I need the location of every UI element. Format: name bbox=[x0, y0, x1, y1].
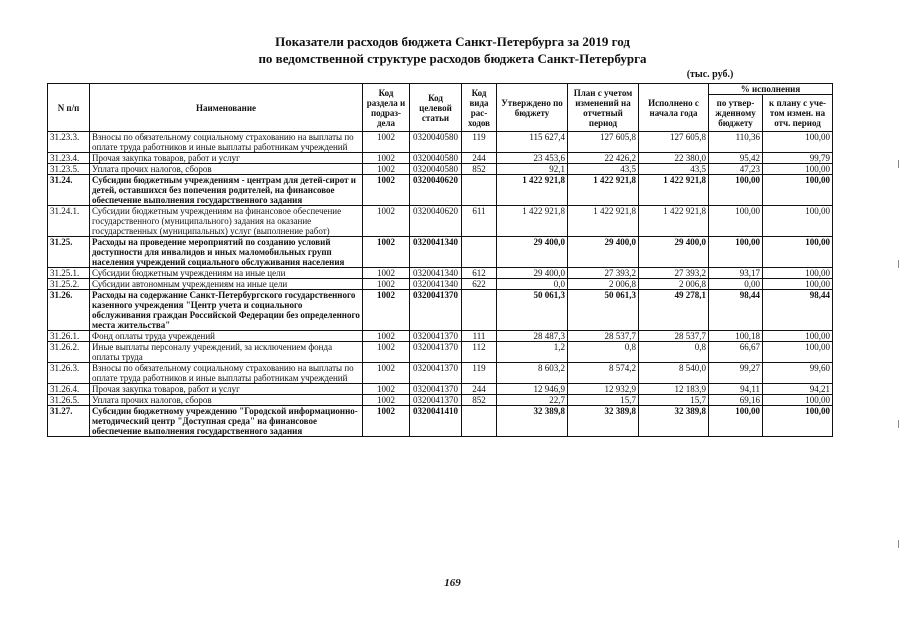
row-target-code: 0320041370 bbox=[410, 363, 462, 384]
row-approved: 23 453,6 bbox=[497, 153, 568, 164]
row-number: 31.26.4. bbox=[48, 384, 90, 395]
row-plan: 127 605,8 bbox=[568, 132, 639, 153]
row-number: 31.24.1. bbox=[48, 206, 90, 237]
row-pct-approved: 100,00 bbox=[709, 175, 763, 206]
row-plan: 27 393,2 bbox=[568, 268, 639, 279]
header-plan: План с учетом изменений на отчетный период bbox=[568, 84, 639, 132]
row-kind-code: 112 bbox=[462, 342, 497, 363]
table-body bbox=[48, 132, 833, 437]
row-plan: 8 574,2 bbox=[568, 363, 639, 384]
row-kind-code: 244 bbox=[462, 153, 497, 164]
row-executed: 0,8 bbox=[639, 342, 709, 363]
table-row bbox=[48, 406, 833, 437]
row-executed: 1 422 921,8 bbox=[639, 175, 709, 206]
row-pct-approved: 69,16 bbox=[709, 395, 763, 406]
row-executed: 127 605,8 bbox=[639, 132, 709, 153]
row-executed: 8 540,0 bbox=[639, 363, 709, 384]
row-section-code: 1002 bbox=[363, 395, 410, 406]
row-kind-code: 244 bbox=[462, 384, 497, 395]
unit-note: (тыс. руб.) bbox=[686, 69, 734, 80]
row-approved: 92,1 bbox=[497, 164, 568, 175]
row-pct-plan: 94,21 bbox=[763, 384, 833, 395]
row-pct-plan: 100,00 bbox=[763, 406, 833, 437]
row-executed: 2 006,8 bbox=[639, 279, 709, 290]
row-approved: 0,0 bbox=[497, 279, 568, 290]
row-executed: 32 389,8 bbox=[639, 406, 709, 437]
row-pct-plan: 100,00 bbox=[763, 395, 833, 406]
row-pct-approved: 100,00 bbox=[709, 237, 763, 268]
row-section-code: 1002 bbox=[363, 268, 410, 279]
row-approved: 32 389,8 bbox=[497, 406, 568, 437]
row-pct-approved: 0,00 bbox=[709, 279, 763, 290]
row-executed: 29 400,0 bbox=[639, 237, 709, 268]
table-row bbox=[48, 153, 833, 164]
row-target-code: 0320040580 bbox=[410, 153, 462, 164]
table-row bbox=[48, 268, 833, 279]
row-number: 31.23.5. bbox=[48, 164, 90, 175]
row-executed: 22 380,0 bbox=[639, 153, 709, 164]
row-pct-plan: 98,44 bbox=[763, 290, 833, 331]
header-num: N п/п bbox=[48, 84, 90, 132]
row-pct-plan: 100,00 bbox=[763, 342, 833, 363]
row-pct-plan: 100,00 bbox=[763, 237, 833, 268]
row-kind-code: 119 bbox=[462, 132, 497, 153]
row-executed: 43,5 bbox=[639, 164, 709, 175]
header-pct-approved: по утвер-жденному бюджету bbox=[709, 95, 763, 132]
table-row bbox=[48, 164, 833, 175]
row-section-code: 1002 bbox=[363, 331, 410, 342]
table-row bbox=[48, 290, 833, 331]
header-target-code: Код целевой статьи bbox=[410, 84, 462, 132]
row-kind-code: 119 bbox=[462, 363, 497, 384]
margin-tick bbox=[898, 540, 899, 548]
row-name: Расходы на проведение мероприятий по созданию условий доступности для инвалидов и иных маломобильных групп населения учреждений социального обслуживания населения bbox=[90, 237, 363, 268]
table-row bbox=[48, 175, 833, 206]
table-header bbox=[48, 84, 833, 132]
row-approved: 8 603,2 bbox=[497, 363, 568, 384]
row-name: Взносы по обязательному социальному страхованию на выплаты по оплате труда работников и иные выплаты работникам учреждений bbox=[90, 363, 363, 384]
row-target-code: 0320041370 bbox=[410, 290, 462, 331]
table-row bbox=[48, 132, 833, 153]
row-name: Прочая закупка товаров, работ и услуг bbox=[90, 384, 363, 395]
row-pct-approved: 95,42 bbox=[709, 153, 763, 164]
row-pct-plan: 100,00 bbox=[763, 132, 833, 153]
row-name: Субсидии бюджетным учреждениям на финансовое обеспечение государственного (муниципального) задания на оказание государственных (муниципальных) услуг (выполнение работ) bbox=[90, 206, 363, 237]
row-plan: 29 400,0 bbox=[568, 237, 639, 268]
row-pct-plan: 100,00 bbox=[763, 206, 833, 237]
row-number: 31.26.3. bbox=[48, 363, 90, 384]
row-number: 31.26.2. bbox=[48, 342, 90, 363]
row-pct-plan: 100,00 bbox=[763, 279, 833, 290]
row-section-code: 1002 bbox=[363, 237, 410, 268]
report-title-line-2: по ведомственной структуре расходов бюджета Санкт-Петербурга bbox=[258, 51, 647, 66]
row-name: Взносы по обязательному социальному страхованию на выплаты по оплате труда работников и иные выплаты работникам учреждений bbox=[90, 132, 363, 153]
row-target-code: 0320041340 bbox=[410, 237, 462, 268]
row-approved: 1 422 921,8 bbox=[497, 175, 568, 206]
budget-table bbox=[47, 83, 833, 437]
row-name: Субсидии бюджетному учреждению "Городской информационно-методический центр "Доступная среда" на финансовое обеспечение выполнения государственного задания bbox=[90, 406, 363, 437]
row-section-code: 1002 bbox=[363, 290, 410, 331]
row-plan: 43,5 bbox=[568, 164, 639, 175]
row-target-code: 0320041370 bbox=[410, 331, 462, 342]
row-plan: 1 422 921,8 bbox=[568, 175, 639, 206]
row-target-code: 0320041370 bbox=[410, 395, 462, 406]
row-number: 31.23.4. bbox=[48, 153, 90, 164]
row-executed: 12 183,9 bbox=[639, 384, 709, 395]
row-kind-code: 111 bbox=[462, 331, 497, 342]
row-approved: 12 946,9 bbox=[497, 384, 568, 395]
header-kind-code: Код вида рас-ходов bbox=[462, 84, 497, 132]
row-pct-approved: 99,27 bbox=[709, 363, 763, 384]
row-approved: 22,7 bbox=[497, 395, 568, 406]
row-executed: 15,7 bbox=[639, 395, 709, 406]
row-target-code: 0320041370 bbox=[410, 342, 462, 363]
row-name: Расходы на содержание Санкт-Петербургского государственного казенного учреждения "Центр учета и социального обслуживания граждан Российской Федерации без определенного места жительства" bbox=[90, 290, 363, 331]
table-row bbox=[48, 342, 833, 363]
row-section-code: 1002 bbox=[363, 384, 410, 395]
header-name: Наименование bbox=[90, 84, 363, 132]
report-title-line-1: Показатели расходов бюджета Санкт-Петербурга за 2019 год bbox=[275, 34, 630, 49]
row-executed: 1 422 921,8 bbox=[639, 206, 709, 237]
row-kind-code bbox=[462, 406, 497, 437]
row-plan: 50 061,3 bbox=[568, 290, 639, 331]
row-pct-plan: 99,60 bbox=[763, 363, 833, 384]
row-name: Иные выплаты персоналу учреждений, за исключением фонда оплаты труда bbox=[90, 342, 363, 363]
row-kind-code bbox=[462, 175, 497, 206]
row-number: 31.25.1. bbox=[48, 268, 90, 279]
row-pct-plan: 100,00 bbox=[763, 331, 833, 342]
header-approved: Утверждено по бюджету bbox=[497, 84, 568, 132]
header-pct-plan: к плану с уче-том измен. на отч. период bbox=[763, 95, 833, 132]
margin-tick bbox=[898, 160, 899, 168]
row-target-code: 0320040580 bbox=[410, 164, 462, 175]
row-number: 31.26.5. bbox=[48, 395, 90, 406]
row-number: 31.25. bbox=[48, 237, 90, 268]
row-name: Уплата прочих налогов, сборов bbox=[90, 164, 363, 175]
row-executed: 27 393,2 bbox=[639, 268, 709, 279]
row-executed: 28 537,7 bbox=[639, 331, 709, 342]
row-section-code: 1002 bbox=[363, 132, 410, 153]
row-number: 31.25.2. bbox=[48, 279, 90, 290]
row-pct-plan: 100,00 bbox=[763, 175, 833, 206]
row-section-code: 1002 bbox=[363, 206, 410, 237]
table-row bbox=[48, 331, 833, 342]
row-plan: 0,8 bbox=[568, 342, 639, 363]
row-number: 31.26. bbox=[48, 290, 90, 331]
row-executed: 49 278,1 bbox=[639, 290, 709, 331]
row-target-code: 0320041370 bbox=[410, 384, 462, 395]
row-kind-code: 611 bbox=[462, 206, 497, 237]
row-plan: 12 932,9 bbox=[568, 384, 639, 395]
row-kind-code: 622 bbox=[462, 279, 497, 290]
row-pct-approved: 94,11 bbox=[709, 384, 763, 395]
row-name: Уплата прочих налогов, сборов bbox=[90, 395, 363, 406]
page-number: 169 bbox=[444, 577, 461, 589]
row-approved: 29 400,0 bbox=[497, 237, 568, 268]
row-pct-approved: 110,36 bbox=[709, 132, 763, 153]
row-section-code: 1002 bbox=[363, 363, 410, 384]
row-pct-approved: 93,17 bbox=[709, 268, 763, 279]
margin-tick bbox=[898, 420, 899, 428]
row-pct-approved: 98,44 bbox=[709, 290, 763, 331]
row-approved: 28 487,3 bbox=[497, 331, 568, 342]
row-name: Фонд оплаты труда учреждений bbox=[90, 331, 363, 342]
table-row bbox=[48, 237, 833, 268]
row-approved: 115 627,4 bbox=[497, 132, 568, 153]
row-target-code: 0320041340 bbox=[410, 279, 462, 290]
row-plan: 2 006,8 bbox=[568, 279, 639, 290]
row-number: 31.23.3. bbox=[48, 132, 90, 153]
table-row bbox=[48, 395, 833, 406]
row-section-code: 1002 bbox=[363, 279, 410, 290]
row-plan: 22 426,2 bbox=[568, 153, 639, 164]
row-approved: 29 400,0 bbox=[497, 268, 568, 279]
table-row bbox=[48, 279, 833, 290]
row-kind-code: 852 bbox=[462, 395, 497, 406]
row-section-code: 1002 bbox=[363, 406, 410, 437]
row-target-code: 0320041340 bbox=[410, 268, 462, 279]
row-pct-plan: 100,00 bbox=[763, 268, 833, 279]
row-kind-code: 612 bbox=[462, 268, 497, 279]
row-pct-approved: 47,23 bbox=[709, 164, 763, 175]
row-plan: 15,7 bbox=[568, 395, 639, 406]
row-section-code: 1002 bbox=[363, 175, 410, 206]
row-pct-plan: 100,00 bbox=[763, 164, 833, 175]
row-plan: 28 537,7 bbox=[568, 331, 639, 342]
table-row bbox=[48, 206, 833, 237]
row-pct-approved: 100,00 bbox=[709, 406, 763, 437]
row-name: Субсидии бюджетным учреждениям - центрам для детей-сирот и детей, оставшихся без попечения родителей, на финансовое обеспечение выполнения государственного задания bbox=[90, 175, 363, 206]
row-kind-code bbox=[462, 290, 497, 331]
row-section-code: 1002 bbox=[363, 342, 410, 363]
row-target-code: 0320041410 bbox=[410, 406, 462, 437]
row-kind-code bbox=[462, 237, 497, 268]
row-number: 31.24. bbox=[48, 175, 90, 206]
row-number: 31.26.1. bbox=[48, 331, 90, 342]
table-row bbox=[48, 363, 833, 384]
header-percent: % исполнения bbox=[709, 84, 833, 95]
row-target-code: 0320040620 bbox=[410, 206, 462, 237]
row-plan: 32 389,8 bbox=[568, 406, 639, 437]
row-plan: 1 422 921,8 bbox=[568, 206, 639, 237]
row-target-code: 0320040620 bbox=[410, 175, 462, 206]
row-approved: 50 061,3 bbox=[497, 290, 568, 331]
row-approved: 1 422 921,8 bbox=[497, 206, 568, 237]
row-name: Субсидии автономным учреждениям на иные цели bbox=[90, 279, 363, 290]
row-pct-approved: 100,18 bbox=[709, 331, 763, 342]
row-target-code: 0320040580 bbox=[410, 132, 462, 153]
header-section-code: Код раздела и подраз-дела bbox=[363, 84, 410, 132]
row-number: 31.27. bbox=[48, 406, 90, 437]
row-name: Субсидии бюджетным учреждениям на иные цели bbox=[90, 268, 363, 279]
row-pct-approved: 100,00 bbox=[709, 206, 763, 237]
row-section-code: 1002 bbox=[363, 153, 410, 164]
header-executed: Исполнено с начала года bbox=[639, 84, 709, 132]
row-section-code: 1002 bbox=[363, 164, 410, 175]
row-approved: 1,2 bbox=[497, 342, 568, 363]
margin-tick bbox=[898, 260, 899, 268]
row-pct-plan: 99,79 bbox=[763, 153, 833, 164]
row-kind-code: 852 bbox=[462, 164, 497, 175]
row-name: Прочая закупка товаров, работ и услуг bbox=[90, 153, 363, 164]
table-row bbox=[48, 384, 833, 395]
row-pct-approved: 66,67 bbox=[709, 342, 763, 363]
